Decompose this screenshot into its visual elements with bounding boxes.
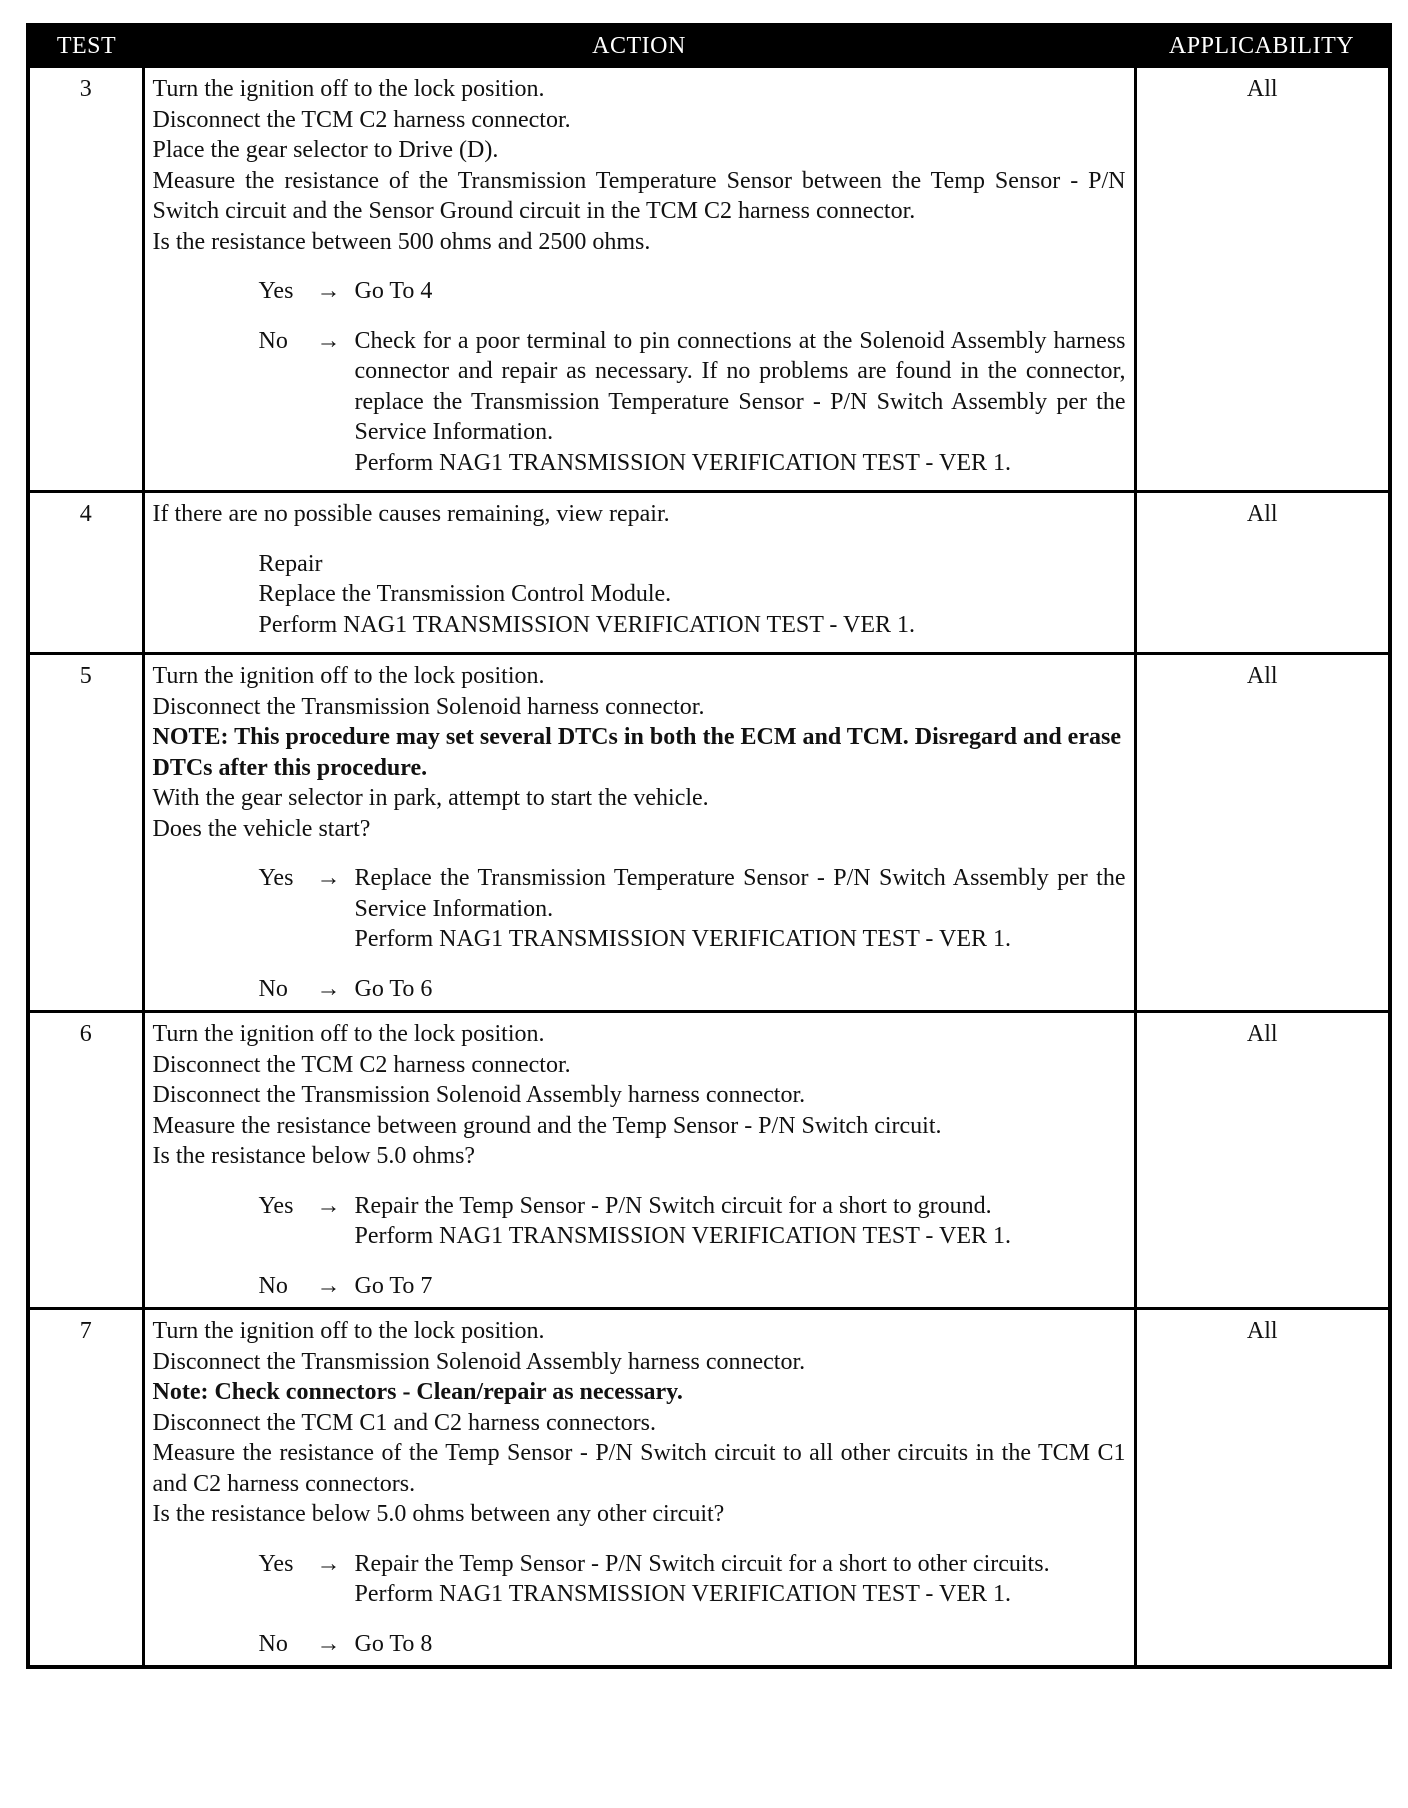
response-text: Replace the Transmission Temperature Sensor - P/N Switch Assembly per the Service Information. <box>354 865 1126 922</box>
response-text: Repair the Temp Sensor - P/N Switch circuit for a short to other circuits. <box>354 1550 1050 1577</box>
arrow-icon: → <box>316 1272 341 1299</box>
applicability-value: All <box>1135 654 1390 1012</box>
action-step: Does the vehicle start? <box>152 815 371 842</box>
repair-text: Perform NAG1 TRANSMISSION VERIFICATION TEST - VER 1. <box>258 611 915 638</box>
arrow-icon: → <box>316 278 341 304</box>
action-cell <box>143 67 1135 492</box>
action-step: Is the resistance below 5.0 ohms? <box>152 1143 476 1169</box>
action-step: Disconnect the Transmission Solenoid harness connector. <box>152 693 705 720</box>
arrow-icon: → <box>316 865 341 891</box>
repair-label: Repair <box>258 550 323 577</box>
response-text: Go To 8 <box>354 1630 433 1657</box>
action-cell <box>143 1309 1135 1668</box>
test-number: 5 <box>28 654 143 1012</box>
header-test: TEST <box>28 25 143 67</box>
yes-response <box>153 863 1126 955</box>
table-row <box>28 1012 1390 1309</box>
test-number: 4 <box>28 492 143 654</box>
note-step: Note: Check connectors - Clean/repair as necessary. <box>152 1379 683 1405</box>
table-row <box>28 492 1390 654</box>
no-response <box>153 1271 1126 1302</box>
no-response <box>153 974 1126 1005</box>
yes-response <box>153 1549 1126 1610</box>
action-step: Turn the ignition off to the lock position. <box>152 663 545 689</box>
no-label: No <box>258 327 288 354</box>
action-step: Measure the resistance of the Temp Sensor - P/N Switch circuit to all other circuits in the TCM C1 and C2 harness connectors. <box>152 1440 1126 1497</box>
response-text: Repair the Temp Sensor - P/N Switch circuit for a short to ground. <box>354 1192 992 1219</box>
response-text: Check for a poor terminal to pin connections at the Solenoid Assembly harness connector and repair as necessary. If no problems are found in the connector, replace the Transmission Temperature Sensor - P/N Switch Assembly per the Service Information. <box>354 327 1126 445</box>
table-header-row <box>28 25 1390 67</box>
no-response <box>153 326 1126 479</box>
no-label: No <box>258 1272 288 1299</box>
response-text: Perform NAG1 TRANSMISSION VERIFICATION TEST - VER 1. <box>354 1223 1011 1249</box>
action-step: Turn the ignition off to the lock position. <box>152 76 545 102</box>
action-cell <box>143 1012 1135 1309</box>
no-response <box>153 1629 1126 1660</box>
test-number: 6 <box>28 1012 143 1309</box>
header-action: ACTION <box>143 25 1135 67</box>
table-row <box>28 1309 1390 1668</box>
action-step: If there are no possible causes remaining, view repair. <box>152 501 670 527</box>
applicability-value: All <box>1135 67 1390 492</box>
response-text: Go To 6 <box>354 975 433 1002</box>
action-step: Measure the resistance of the Transmission Temperature Sensor between the Temp Sensor - P/N Switch circuit and the Sensor Ground circuit in the TCM C2 harness connector. <box>152 167 1126 224</box>
no-label: No <box>258 1630 288 1657</box>
yes-label: Yes <box>258 278 294 304</box>
repair-text: Replace the Transmission Control Module. <box>258 581 672 607</box>
header-applicability: APPLICABILITY <box>1135 25 1390 67</box>
action-step: Disconnect the Transmission Solenoid Assembly harness connector. <box>152 1348 806 1375</box>
action-step: Measure the resistance between ground and the Temp Sensor - P/N Switch circuit. <box>152 1112 942 1139</box>
action-cell <box>143 654 1135 1012</box>
applicability-value: All <box>1135 492 1390 654</box>
repair-instructions <box>153 579 1126 640</box>
response-text: Go To 4 <box>354 278 433 304</box>
arrow-icon: → <box>316 975 341 1002</box>
arrow-icon: → <box>316 1550 341 1577</box>
action-step: Disconnect the TCM C2 harness connector. <box>152 106 571 133</box>
note-step: NOTE: This procedure may set several DTCs in both the ECM and TCM. Disregard and erase DTCs after this procedure. <box>152 724 1121 781</box>
diagnostic-test-table <box>26 23 1392 1669</box>
yes-response <box>153 276 1126 307</box>
response-text: Go To 7 <box>354 1272 433 1299</box>
test-number: 7 <box>28 1309 143 1668</box>
arrow-icon: → <box>316 1630 341 1657</box>
action-step: Place the gear selector to Drive (D). <box>152 137 499 163</box>
action-step: Turn the ignition off to the lock position. <box>152 1021 545 1047</box>
action-step: Disconnect the Transmission Solenoid Assembly harness connector. <box>152 1082 806 1108</box>
action-step: Is the resistance between 500 ohms and 2500 ohms. <box>152 228 651 255</box>
applicability-value: All <box>1135 1012 1390 1309</box>
action-step: With the gear selector in park, attempt to start the vehicle. <box>152 785 709 811</box>
action-cell <box>143 492 1135 654</box>
yes-label: Yes <box>258 1550 294 1577</box>
test-number: 3 <box>28 67 143 492</box>
action-step: Turn the ignition off to the lock position. <box>152 1318 545 1344</box>
yes-label: Yes <box>258 865 294 891</box>
yes-response <box>153 1191 1126 1252</box>
applicability-value: All <box>1135 1309 1390 1668</box>
response-text: Perform NAG1 TRANSMISSION VERIFICATION TEST - VER 1. <box>354 1581 1011 1607</box>
action-step: Disconnect the TCM C1 and C2 harness connectors. <box>152 1409 656 1436</box>
yes-label: Yes <box>258 1192 294 1219</box>
response-text: Perform NAG1 TRANSMISSION VERIFICATION TEST - VER 1. <box>354 926 1011 952</box>
no-label: No <box>258 975 288 1002</box>
action-step: Is the resistance below 5.0 ohms between any other circuit? <box>152 1501 725 1527</box>
arrow-icon: → <box>316 327 341 354</box>
table-row <box>28 67 1390 492</box>
arrow-icon: → <box>316 1192 341 1219</box>
table-row <box>28 654 1390 1012</box>
action-step: Disconnect the TCM C2 harness connector. <box>152 1051 571 1078</box>
response-text: Perform NAG1 TRANSMISSION VERIFICATION TEST - VER 1. <box>354 449 1011 476</box>
